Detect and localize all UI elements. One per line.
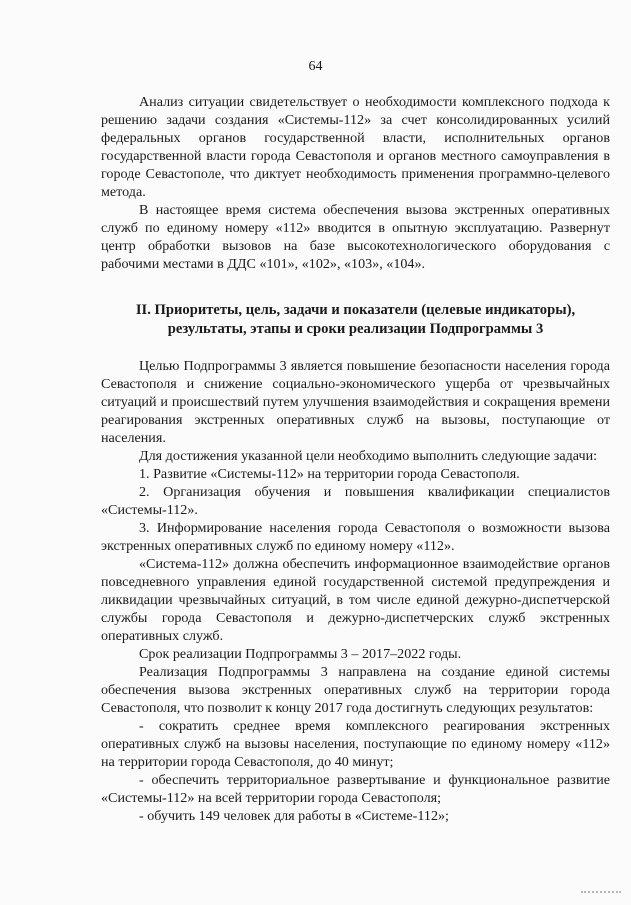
section-heading: II. Приоритеты, цель, задачи и показатели (целевые индикаторы), результаты, этапы и сроки реализации Подпрограммы 3 bbox=[135, 302, 576, 337]
paragraph-implementation: Реализация Подпрограммы 3 направлена на создание единой системы обеспечения вызова экстренных оперативных служб на территории города Севастополя, что позволит к концу 2017 года достигнуть следующих результатов: bbox=[101, 664, 610, 716]
paragraph-term: Срок реализации Подпрограммы 3 – 2017–2022 годы. bbox=[139, 646, 462, 662]
task-item: 2. Организация обучения и повышения квалификации специалистов «Системы-112». bbox=[101, 484, 610, 518]
paragraph-current-state: В настоящее время система обеспечения вызова экстренных оперативных служб по единому номеру «112» вводится в опытную эксплуатацию. Развернут центр обработки вызовов на базе высокотехнологического оборудования с рабочими местами в ДДС «101», «102», «103», «104». bbox=[101, 202, 610, 272]
task-item: 1. Развитие «Системы-112» на территории города Севастополя. bbox=[139, 466, 520, 482]
page-number: 64 bbox=[308, 59, 323, 74]
result-item: - обучить 149 человек для работы в «Системе-112»; bbox=[139, 808, 449, 824]
section-body bbox=[101, 357, 610, 825]
result-item: - обеспечить территориальное развертывание и функциональное развитие «Системы-112» на всей территории города Севастополя; bbox=[101, 772, 610, 806]
task-item: 3. Информирование населения города Севастополя о возможности вызова экстренных оперативных служб по единому номеру «112». bbox=[101, 520, 610, 554]
scan-artifact bbox=[232, 0, 352, 5]
paragraph-analysis: Анализ ситуации свидетельствует о необходимости комплексного подхода к решению задачи создания «Системы-112» за счет консолидированных усилий федеральных органов государственной власти, исполнительных органов государственной власти города Севастополя и органов местного самоуправления в городе Севастополе, что диктует необходимость применения программно-целевого метода. bbox=[101, 94, 610, 200]
result-item: - сократить среднее время комплексного реагирования экстренных оперативных служб на вызовы населения, поступающие по единому номеру «112» на территории города Севастополя, до 40 минут; bbox=[101, 718, 610, 770]
intro-block bbox=[101, 93, 610, 273]
paragraph-goal: Целью Подпрограммы 3 является повышение безопасности населения города Севастополя и снижение социально-экономического ущерба от чрезвычайных ситуаций и происшествий путем улучшения взаимодействия и сокращения времени реагирования экстренных оперативных служб на вызовы, поступающие от населения. bbox=[101, 358, 610, 446]
scan-artifact bbox=[581, 891, 621, 901]
paragraph-tasks-intro: Для достижения указанной цели необходимо выполнить следующие задачи: bbox=[139, 448, 598, 464]
paragraph-system: «Система-112» должна обеспечить информационное взаимодействие органов повседневного управления единой государственной системой предупреждения и ликвидации чрезвычайных ситуаций, в том числе единой дежурно-диспетчерской службы города Севастополя и дежурно-диспетчерских служб экстренных оперативных служб. bbox=[101, 556, 610, 644]
